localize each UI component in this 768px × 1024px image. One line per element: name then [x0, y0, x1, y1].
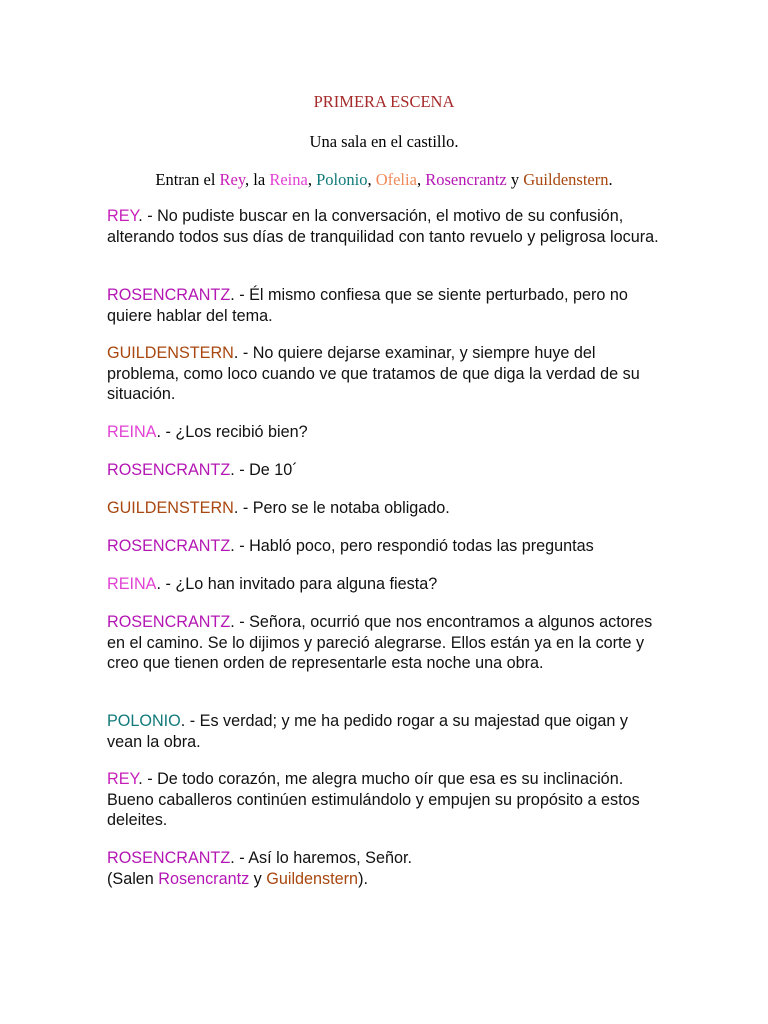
exit-guildenstern: Guildenstern — [266, 869, 359, 888]
entrance-ofelia: Ofelia — [375, 170, 417, 189]
speech-guildenstern-1 — [107, 343, 667, 405]
speaker-name: ROSENCRANTZ — [107, 286, 231, 304]
speaker-name: ROSENCRANTZ — [107, 537, 231, 555]
entrance-sep2: , — [307, 170, 317, 189]
speech-guildenstern-2 — [107, 498, 667, 519]
exit-rosencrantz: Rosencrantz — [158, 869, 250, 888]
speaker-name: ROSENCRANTZ — [107, 849, 231, 867]
exit-end: ). — [358, 869, 368, 888]
entrance-sep1: , la — [245, 170, 270, 189]
speaker-name: REINA — [107, 423, 157, 441]
speaker-name: GUILDENSTERN — [107, 344, 234, 362]
speech-rosencrantz-5 — [107, 848, 667, 889]
scene-title: PRIMERA ESCENA — [313, 92, 455, 111]
speech-text: . - ¿Lo han invitado para alguna fiesta? — [156, 575, 438, 593]
speaker-name: GUILDENSTERN — [107, 499, 234, 517]
speech-text: . - De 10´ — [230, 461, 298, 479]
entrance-line — [0, 170, 768, 190]
entrance-rosencrantz: Rosencrantz — [425, 170, 507, 189]
speaker-name: ROSENCRANTZ — [107, 613, 231, 631]
speaker-name: POLONIO — [107, 712, 181, 730]
speech-rosencrantz-4 — [107, 612, 667, 674]
entrance-guildenstern: Guildenstern — [523, 170, 609, 189]
speech-text: . - Él mismo confiesa que se siente perturbado, pero no quiere hablar del tema. — [107, 286, 628, 325]
speech-rey-2 — [107, 769, 667, 831]
entrance-rey: Rey — [219, 170, 246, 189]
speech-text: . - No pudiste buscar en la conversación, el motivo de su confusión, alterando todos sus días de tranquilidad con tanto revuelo y peligrosa locura. — [107, 207, 659, 246]
scene-setting: Una sala en el castillo. — [309, 132, 459, 151]
entrance-sep3: , — [367, 170, 376, 189]
speech-reina-2 — [107, 574, 667, 595]
speaker-name: REY — [107, 770, 139, 788]
speech-rosencrantz-2 — [107, 460, 667, 481]
speaker-name: REINA — [107, 575, 157, 593]
speech-reina-1 — [107, 422, 667, 443]
speech-text: . - Habló poco, pero respondió todas las preguntas — [230, 537, 594, 555]
speaker-name: REY — [107, 207, 139, 225]
speaker-name: ROSENCRANTZ — [107, 461, 231, 479]
speech-text: . - De todo corazón, me alegra mucho oír que esa es su inclinación. Bueno caballeros continúen estimulándolo y empujen su propósito a estos deleites. — [107, 770, 640, 829]
speech-text: . - No quiere dejarse examinar, y siempre huye del problema, como loco cuando ve que tratamos de que diga la verdad de su situación. — [107, 344, 640, 403]
speech-text: . - Así lo haremos, Señor. — [230, 849, 412, 867]
entrance-reina: Reina — [269, 170, 308, 189]
speech-polonio-1 — [107, 711, 667, 752]
entrance-prefix: Entran el — [155, 170, 220, 189]
speech-text: . - Es verdad; y me ha pedido rogar a su majestad que oigan y vean la obra. — [107, 712, 628, 751]
speech-rosencrantz-1 — [107, 285, 667, 326]
entrance-polonio: Polonio — [316, 170, 368, 189]
speech-text: . - Pero se le notaba obligado. — [233, 499, 450, 517]
entrance-end: . — [608, 170, 613, 189]
speech-rey-1 — [107, 206, 667, 247]
exit-sep: y — [249, 869, 267, 888]
speech-text: . - Señora, ocurrió que nos encontramos a algunos actores en el camino. Se lo dijimos y pareció alegrarse. Ellos están ya en la corte y creo que tienen orden de representarle esta noche una obra. — [107, 613, 653, 672]
entrance-sep5: y — [506, 170, 524, 189]
exit-prefix: (Salen — [107, 869, 159, 888]
speech-text: . - ¿Los recibió bien? — [156, 423, 308, 441]
entrance-sep4: , — [416, 170, 426, 189]
speech-rosencrantz-3 — [107, 536, 667, 557]
